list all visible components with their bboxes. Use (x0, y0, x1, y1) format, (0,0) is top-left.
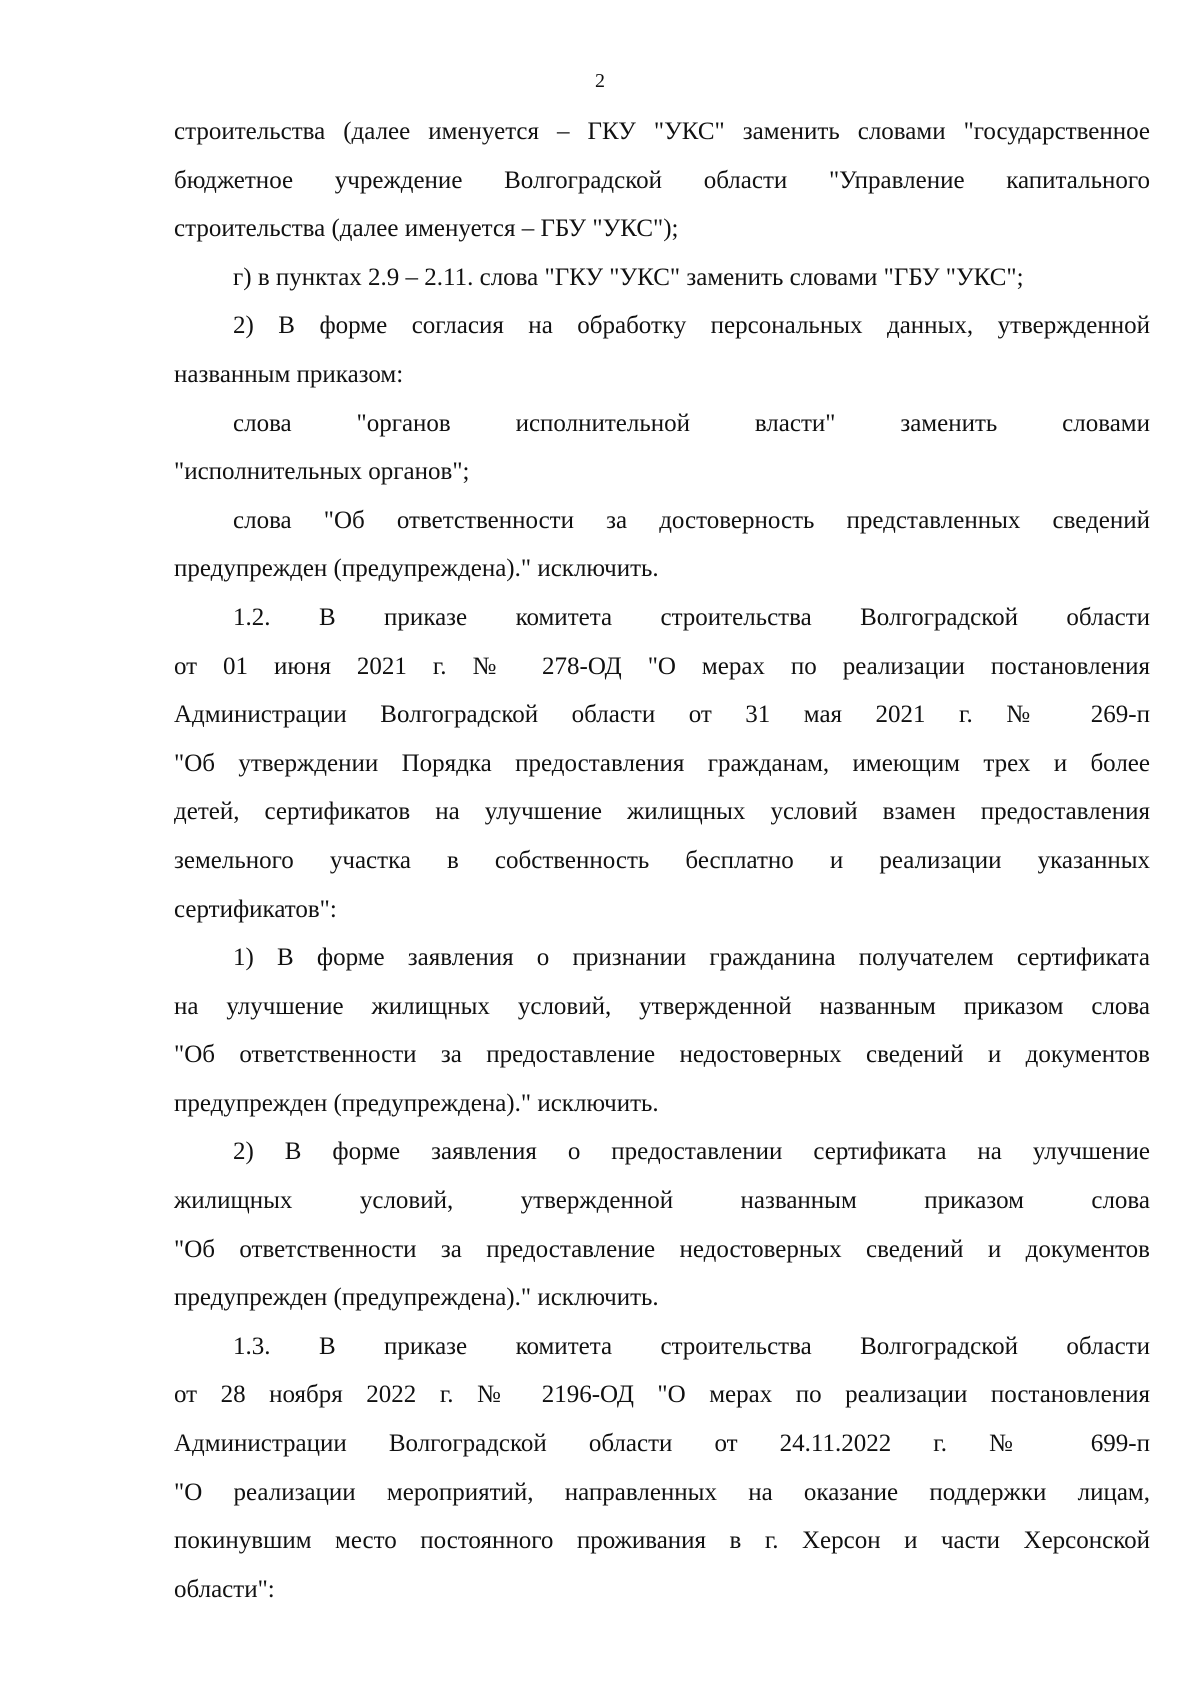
text-line: Администрации Волгоградской области от 31 мая 2021 г. № 269-п (174, 701, 1150, 729)
text-line: от 28 ноября 2022 г. № 2196-ОД "О мерах по реализации постановления (174, 1381, 1150, 1409)
text-line: "Об утверждении Порядка предоставления гражданам, имеющим трех и более (174, 749, 1150, 777)
text-line: слова "органов исполнительной власти" заменить словами (233, 409, 1150, 437)
document-body (174, 108, 1150, 1614)
text-line: Администрации Волгоградской области от 24.11.2022 г. № 699-п (174, 1430, 1150, 1458)
text-line: названным приказом: (174, 360, 404, 388)
text-line: предупрежден (предупреждена)." исключить. (174, 555, 659, 583)
text-line: строительства (далее именуется – ГБУ "УКС"); (174, 215, 679, 243)
text-line: сертификатов": (174, 895, 337, 923)
text-line: слова "Об ответственности за достоверность представленных сведений (233, 506, 1150, 534)
text-line: жилищных условий, утвержденной названным приказом слова (174, 1187, 1150, 1215)
text-line: 1) В форме заявления о признании гражданина получателем сертификата (233, 944, 1150, 972)
text-line: предупрежден (предупреждена)." исключить. (174, 1089, 659, 1117)
text-line: 1.3. В приказе комитета строительства Волгоградской области (233, 1332, 1150, 1360)
text-line: строительства (далее именуется – ГКУ "УКС" заменить словами "государственное (174, 118, 1150, 145)
text-line: 1.2. В приказе комитета строительства Волгоградской области (233, 603, 1150, 631)
text-line: детей, сертификатов на улучшение жилищных условий взамен предоставления (174, 798, 1150, 826)
text-line: земельного участка в собственность бесплатно и реализации указанных (174, 846, 1150, 874)
text-line: области": (174, 1575, 275, 1603)
text-line: "Об ответственности за предоставление недостоверных сведений и документов (174, 1041, 1150, 1069)
text-line: "исполнительных органов"; (174, 458, 470, 486)
text-line: от 01 июня 2021 г. № 278-ОД "О мерах по реализации постановления (174, 652, 1150, 680)
text-line: г) в пунктах 2.9 – 2.11. слова "ГКУ "УКС" заменить словами "ГБУ "УКС"; (233, 263, 1024, 291)
text-line: бюджетное учреждение Волгоградской области "Управление капитального (174, 166, 1150, 194)
text-line: 2) В форме согласия на обработку персональных данных, утвержденной (233, 312, 1150, 340)
text-line: "О реализации мероприятий, направленных на оказание поддержки лицам, (174, 1478, 1150, 1506)
text-line: "Об ответственности за предоставление недостоверных сведений и документов (174, 1235, 1150, 1263)
text-line: 2) В форме заявления о предоставлении сертификата на улучшение (233, 1138, 1150, 1166)
page-number: 2 (595, 70, 605, 92)
text-line: на улучшение жилищных условий, утвержденной названным приказом слова (174, 992, 1150, 1020)
text-line: предупрежден (предупреждена)." исключить. (174, 1284, 659, 1312)
text-line: покинувшим место постоянного проживания в г. Херсон и части Херсонской (174, 1527, 1150, 1555)
